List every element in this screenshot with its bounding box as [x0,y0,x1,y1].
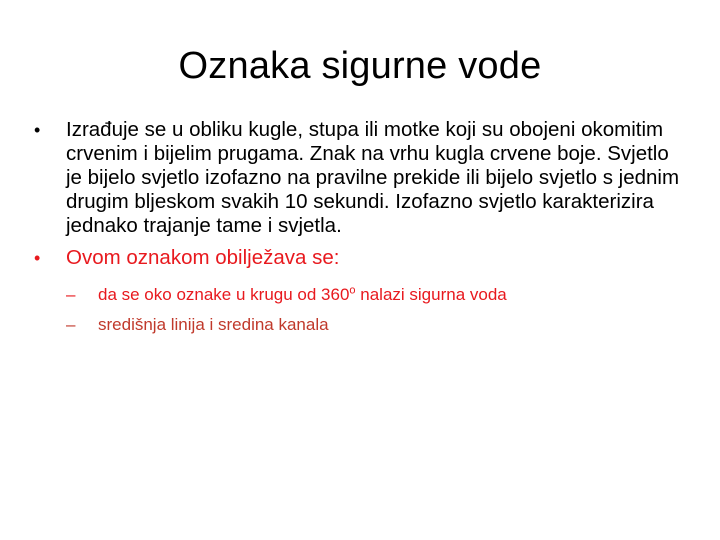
sub-item-text-before: da se oko oznake u krugu od 360 [98,285,350,304]
dash-icon: – [66,315,76,334]
sub-item-safe-water [66,284,680,306]
bullet-text: Ovom oznakom obilježava se: [66,246,340,269]
bullet-text: Izrađuje se u obliku kugle, stupa ili motke koji su obojeni okomitim crvenim i bijelim prugama. Znak na vrhu kugla crvene boje. Svjetlo je bijelo svjetlo izofazno na pravilne prekide ili bijelo svjetlo s jednim drugim bljeskom svakih 10 sekundi. Izofazno svjetlo karakterizira jednako trajanje tame i svjetla. [66,118,680,237]
bullet-item-description [30,118,680,238]
sub-item-text-after: nalazi sigurna voda [355,285,507,304]
slide-title: Oznaka sigurne vode [178,45,542,87]
bullet-item-marking [30,246,680,336]
bullet-icon: • [34,248,41,268]
sub-bullet-list [66,284,680,336]
bullet-list [30,118,680,344]
bullet-icon: • [34,120,41,140]
degree-superscript: o [349,284,356,297]
dash-icon: – [66,285,76,304]
sub-item-text: središnja linija i sredina kanala [98,315,329,334]
sub-item-center-line [66,314,680,336]
